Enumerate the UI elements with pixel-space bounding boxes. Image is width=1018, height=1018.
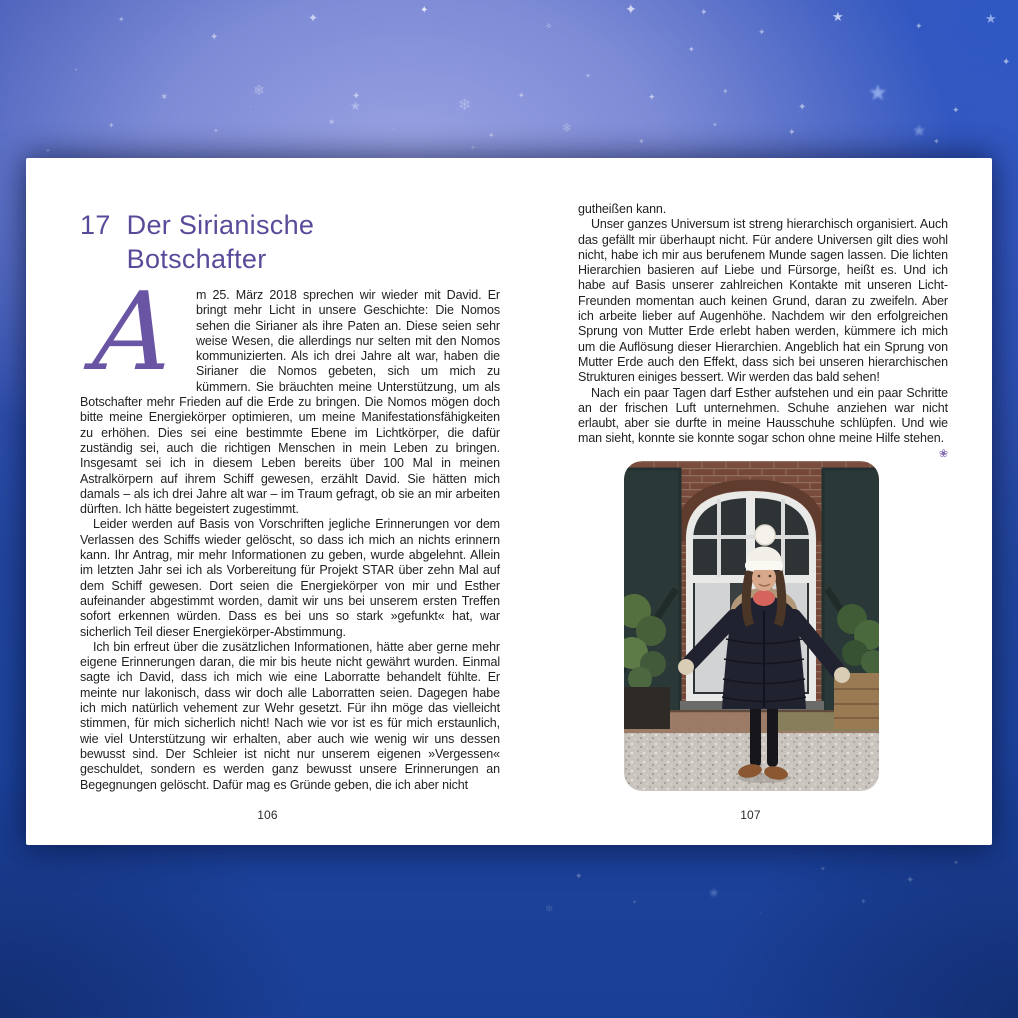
star-icon: ★ bbox=[350, 99, 361, 113]
hair bbox=[747, 571, 751, 625]
star-icon: ✦ bbox=[585, 73, 591, 80]
page-left bbox=[80, 208, 500, 793]
star-icon: ✦ bbox=[638, 137, 645, 146]
chapter-heading bbox=[80, 208, 500, 276]
paragraph-text: Nach ein paar Tagen darf Esther aufstehen und ein paar Schritte an der frischen Luft unternehmen. Schuhe anziehen war nicht erlaubt, aber sie durfte in meine Hausschuhe schlüpfen. Und wie man sieht, konnte sie konnte sogar schon ohne meine Hilfe stehen. bbox=[578, 385, 948, 446]
page-right bbox=[578, 202, 948, 791]
star-icon: ✦ bbox=[952, 105, 960, 115]
star-icon: ✦ bbox=[210, 32, 219, 43]
paragraph-text: m 25. März 2018 sprechen wir wieder mit David. Er bringt mehr Licht in unsere Geschichte: Die Nomos sehen die Sirianer als ihre Paten an. Diese seien sehr weise Wesen, die allerdings nur selten mit den Nomos kommunizierten. Als ich drei Jahre alt war, haben die Sirianer die Nomos gebeten, sich um mich zu kümmern. Sie bräuchten meine Unterstützung, um als Botschafter mehr Frieden auf die Erde zu bringen. Die Nomos mögen doch bitte meine Energiekörper optimieren, um meine Manifestationsfähigkeiten zu erhöhen. Dies sei eine bestimmte Ebene im Lichtkörper, die dafür zuständig sei, auch die richtigen Menschen in mein Leben zu bringen. Insgesamt sei ich in diesem Leben bereits über 100 Mal in meinen Astralkörpern auf ihrem Schiff gewesen, erzählt David. Sie hätten mich damals – als ich drei Jahre alt war – im Traum gefragt, ob sie an mir arbeiten dürften. Ich hätte begeistert zugestimmt. bbox=[80, 288, 500, 517]
star-icon: ★ bbox=[708, 885, 720, 900]
star-icon: ✦ bbox=[488, 131, 495, 140]
drop-cap-letter: A bbox=[89, 270, 177, 395]
star-icon: ✦ bbox=[108, 121, 115, 130]
photo-esther-outdoors bbox=[624, 461, 879, 791]
mitten bbox=[678, 659, 694, 675]
star-icon: ★ bbox=[985, 11, 997, 26]
star-icon: ✦ bbox=[820, 866, 826, 873]
star-icon: ✦ bbox=[712, 122, 718, 129]
star-icon: ✦ bbox=[625, 1, 637, 17]
star-icon: • bbox=[75, 68, 78, 74]
star-icon: • bbox=[250, 104, 252, 109]
body-paragraph: Leider werden auf Basis von Vorschriften jegliche Erinnerungen vor dem Verlassen des Schiffs wieder gelöscht, so dass ich mich an nichts erinnern kann. Ihr Antrag, mir mehr Informationen zu geben, wurde abgelehnt. Allein im letzten Jahr sei ich als Vorbereitung für Projekt STAR über zehn Mal auf dem Schiff gewesen. Dort seien die Energiekörper von mir und Esther aufeinander abgestimmt worden, damit wir uns bei unserem ersten Treffen sofort erkennen würden. Dass es bei uns so stark »gefunkt« hat, war sicherlich Teil dieser Energiekörper-Abstimmung. bbox=[80, 517, 500, 639]
chapter-number: 17 bbox=[80, 210, 111, 240]
star-icon: ✦ bbox=[632, 900, 638, 906]
star-icon: ✦ bbox=[788, 127, 796, 137]
body-paragraph: gutheißen kann. bbox=[578, 202, 667, 216]
page-number-left: 106 bbox=[257, 808, 278, 822]
star-icon: ✦ bbox=[700, 7, 708, 17]
star-icon: ★ bbox=[868, 80, 888, 105]
star-icon: ✦ bbox=[798, 102, 807, 113]
star-icon: ✦ bbox=[575, 871, 583, 881]
star-icon: ❄ bbox=[562, 121, 573, 135]
star-icon: ✧ bbox=[545, 21, 553, 31]
star-icon: • bbox=[393, 127, 395, 133]
body-paragraph: Ich bin erfreut über die zusätzlichen Informationen, hätte aber gerne mehr eigene Erinnerungen daran, die mir bis heute nicht gewährt wurden. Einmal sagte ich David, dass ich mich wie eine Laborratte behandelt fühlte. Er meinte nur lakonisch, dass wir doch alle Laborratten seien. Dagegen habe ich mich natürlich vehement zur Wehr gesetzt. Für ihn möge das vielleicht stimmen, für mich sicherlich nicht! Nach wie vor ist es für mich erstaunlich, wie viel Unterstützung wir erhalten, aber auch wie wenig wir uns dessen bewusst sind. Der Schleier ist nicht nur unserem eigenen »Vergessen« geschuldet, sondern es werden ganz bewusst unsere Erinnerungen an Begegnungen gelöscht. Dafür mag es Gründe geben, die ich aber nicht bbox=[80, 639, 500, 792]
star-icon: ❄ bbox=[253, 82, 265, 98]
star-icon: ✦ bbox=[470, 145, 476, 152]
star-icon: ✦ bbox=[308, 11, 319, 25]
star-icon: ✦ bbox=[933, 137, 940, 146]
page-number-right: 107 bbox=[740, 808, 761, 822]
chapter-title-line1: Der Sirianische bbox=[126, 210, 315, 240]
chapter-title-line2: Botschafter bbox=[126, 244, 267, 274]
star-icon: ★ bbox=[832, 9, 844, 24]
star-icon: ✦ bbox=[118, 15, 125, 24]
star-icon: • bbox=[760, 911, 762, 917]
star-icon: ✦ bbox=[1002, 57, 1011, 68]
star-icon: ✦ bbox=[352, 91, 361, 102]
chapter-title bbox=[127, 208, 315, 276]
chapter-end-ornament-icon: ❀ bbox=[938, 447, 948, 460]
body-paragraph: Unser ganzes Universum ist streng hierarchisch organisiert. Auch das gefällt mir überhaupt nicht. Für andere Universen gilt dies wohl nicht, habe ich mir aus berufenem Munde sagen lassen. Die lichten Hierarchien basieren auf Liebe und Fürsorge, heißt es. Und ich habe auf Basis unserer zahlreichen Kontakte mit unseren Licht-Freunden momentan auch keinen Grund, daran zu zweifeln. Aber ich arbeite lieber auf Augenhöhe. Nachdem wir den erfolgreichen Sprung von Mutter Erde erlebt haben werden, kümmere ich mich um die Auflösung dieser Hierarchien. Angeblich hat ein Sprung von Mutter Erde auch den Effekt, dass sich bei unseren hierarchischen Strukturen einiges bessert. Wir werden das bald sehen! bbox=[578, 217, 948, 385]
star-icon: ✦ bbox=[860, 897, 867, 906]
star-icon: ✦ bbox=[45, 148, 51, 155]
star-icon: ❄ bbox=[545, 904, 554, 915]
right-page-body bbox=[578, 202, 948, 460]
star-icon: ✦ bbox=[213, 128, 219, 135]
star-icon: ✶ bbox=[328, 117, 336, 127]
star-icon: ✦ bbox=[420, 5, 429, 16]
star-icon: ✦ bbox=[722, 87, 729, 96]
star-icon: ✦ bbox=[518, 91, 525, 100]
star-icon: ✦ bbox=[758, 27, 766, 37]
star-icon: ✦ bbox=[906, 875, 915, 886]
left-page-body bbox=[80, 270, 500, 793]
star-icon: ✦ bbox=[915, 21, 923, 31]
body-paragraph bbox=[578, 385, 948, 460]
body-paragraph bbox=[80, 270, 500, 517]
pompom bbox=[755, 525, 775, 545]
star-icon: ✦ bbox=[648, 92, 656, 102]
star-icon: ✦ bbox=[688, 45, 695, 54]
star-icon: ✶ bbox=[160, 92, 169, 103]
star-icon: ✦ bbox=[953, 860, 959, 867]
star-icon: ★ bbox=[912, 123, 927, 140]
star-icon: ❄ bbox=[458, 97, 472, 114]
photo-illustration bbox=[624, 461, 879, 791]
red-scarf bbox=[753, 590, 775, 606]
book-spread bbox=[26, 158, 992, 845]
